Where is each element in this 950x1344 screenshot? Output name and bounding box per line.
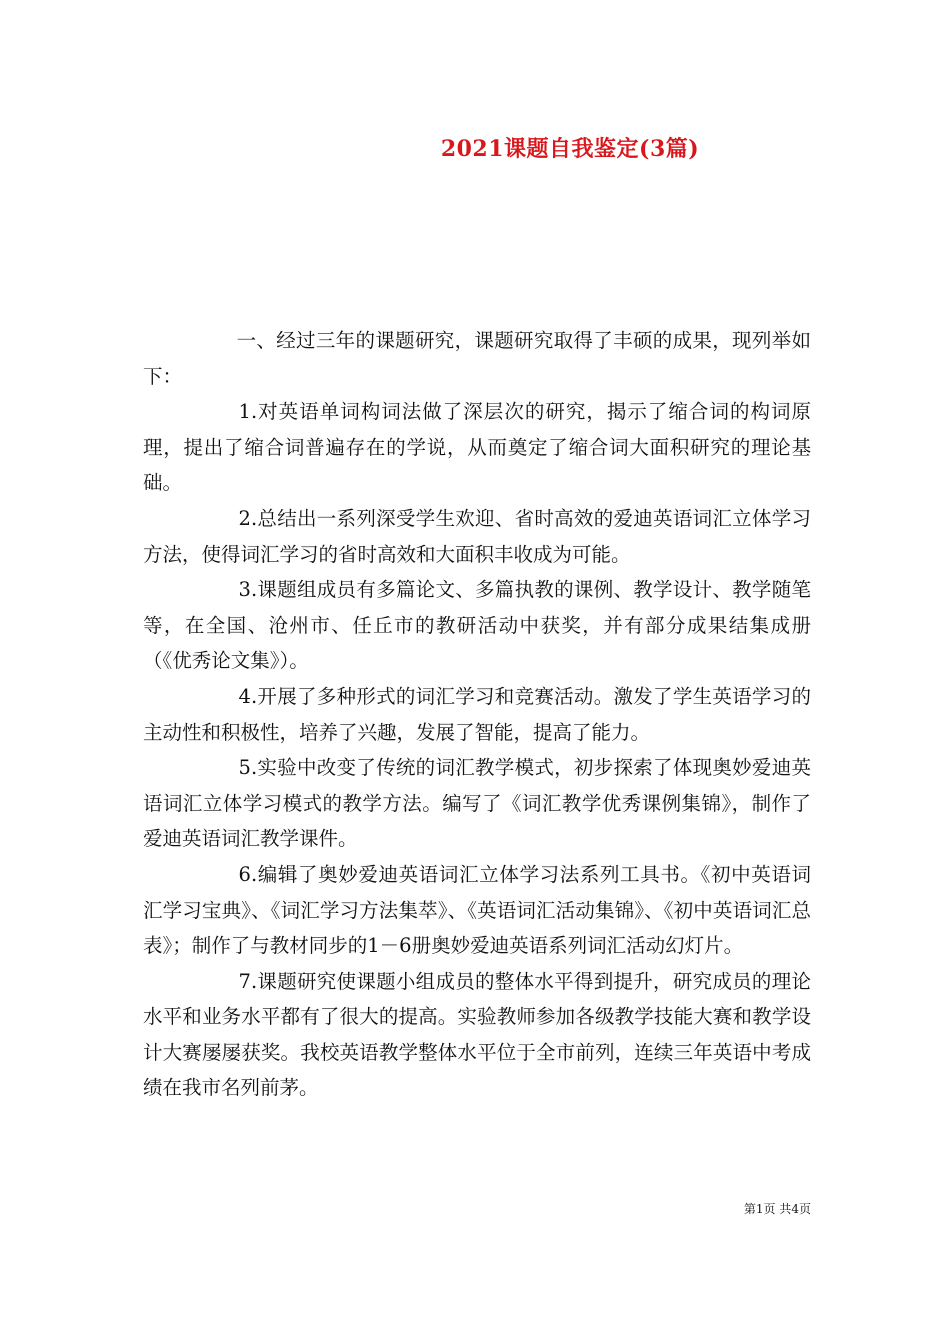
paragraph-item-2: 2.总结出一系列深受学生欢迎、省时高效的爱迪英语词汇立体学习方法，使得词汇学习的省时高效和大面积丰收成为可能。 (143, 506, 811, 566)
paragraph-intro: 一、经过三年的课题研究，课题研究取得了丰硕的成果，现列举如下： (143, 329, 811, 388)
paragraph-item-4: 4.开展了多种形式的词汇学习和竞赛活动。激发了学生英语学习的主动性和积极性，培养了兴趣，发展了智能，提高了能力。 (143, 684, 811, 744)
paragraph-item-6: 6.编辑了奥妙爱迪英语词汇立体学习法系列工具书。《初中英语词汇学习宝典》、《词汇学习方法集萃》、《英语词汇活动集锦》、《初中英语词汇总表》；制作了与教材同步的1－6册奥妙爱迪英语系列词汇活动幻灯片。 (143, 862, 811, 958)
paragraph-item-7: 7.课题研究使课题小组成员的整体水平得到提升，研究成员的理论水平和业务水平都有了很大的提高。实验教师参加各级教学技能大赛和教学设计大赛屡屡获奖。我校英语教学整体水平位于全市前列，连续三年英语中考成绩在我市名列前茅。 (143, 969, 811, 1100)
page-number-footer: 第1页 共4页 (743, 1202, 811, 1216)
paragraph-item-1: 1.对英语单词构词法做了深层次的研究，揭示了缩合词的构词原理，提出了缩合词普遍存在的学说，从而奠定了缩合词大面积研究的理论基础。 (143, 400, 811, 495)
document-body (143, 323, 811, 1106)
paragraph-item-3: 3.课题组成员有多篇论文、多篇执教的课例、教学设计、教学随笔等，在全国、沧州市、任丘市的教研活动中获奖，并有部分成果结集成册（《优秀论文集》）。 (143, 578, 811, 673)
page-title: 2021课题自我鉴定(3篇) (440, 136, 700, 162)
paragraph-item-5: 5.实验中改变了传统的词汇教学模式，初步探索了体现奥妙爱迪英语词汇立体学习模式的教学方法。编写了《词汇教学优秀课例集锦》，制作了爱迪英语词汇教学课件。 (143, 756, 811, 851)
